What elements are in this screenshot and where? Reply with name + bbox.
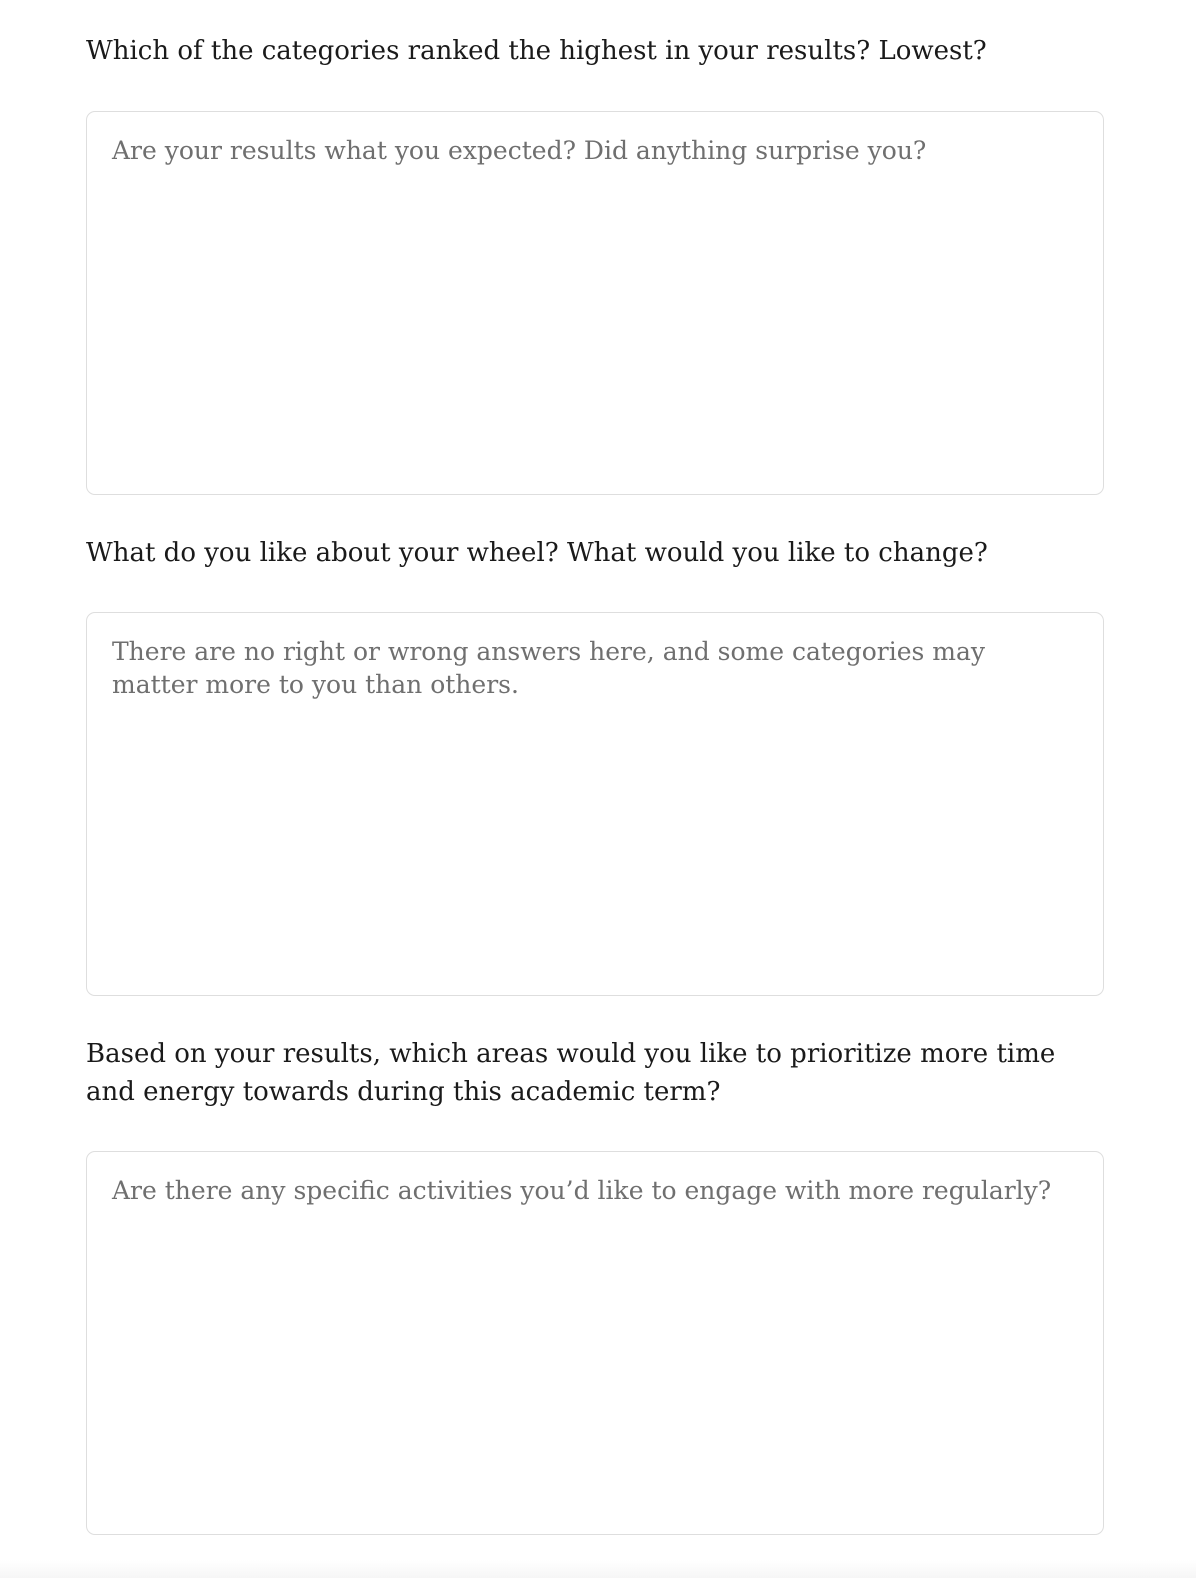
question-2-answer-field[interactable]: [86, 612, 1104, 996]
question-2-label: What do you like about your wheel? What would you like to change?: [86, 538, 988, 568]
question-3-answer-field[interactable]: [86, 1151, 1104, 1535]
question-1-answer-field[interactable]: [86, 111, 1104, 495]
question-3-label: Based on your results, which areas would you like to prioritize more time and energy towards during this academic term?: [86, 1039, 1056, 1107]
question-1-label: Which of the categories ranked the highest in your results? Lowest?: [86, 36, 987, 66]
bottom-fade: [0, 1560, 1196, 1578]
